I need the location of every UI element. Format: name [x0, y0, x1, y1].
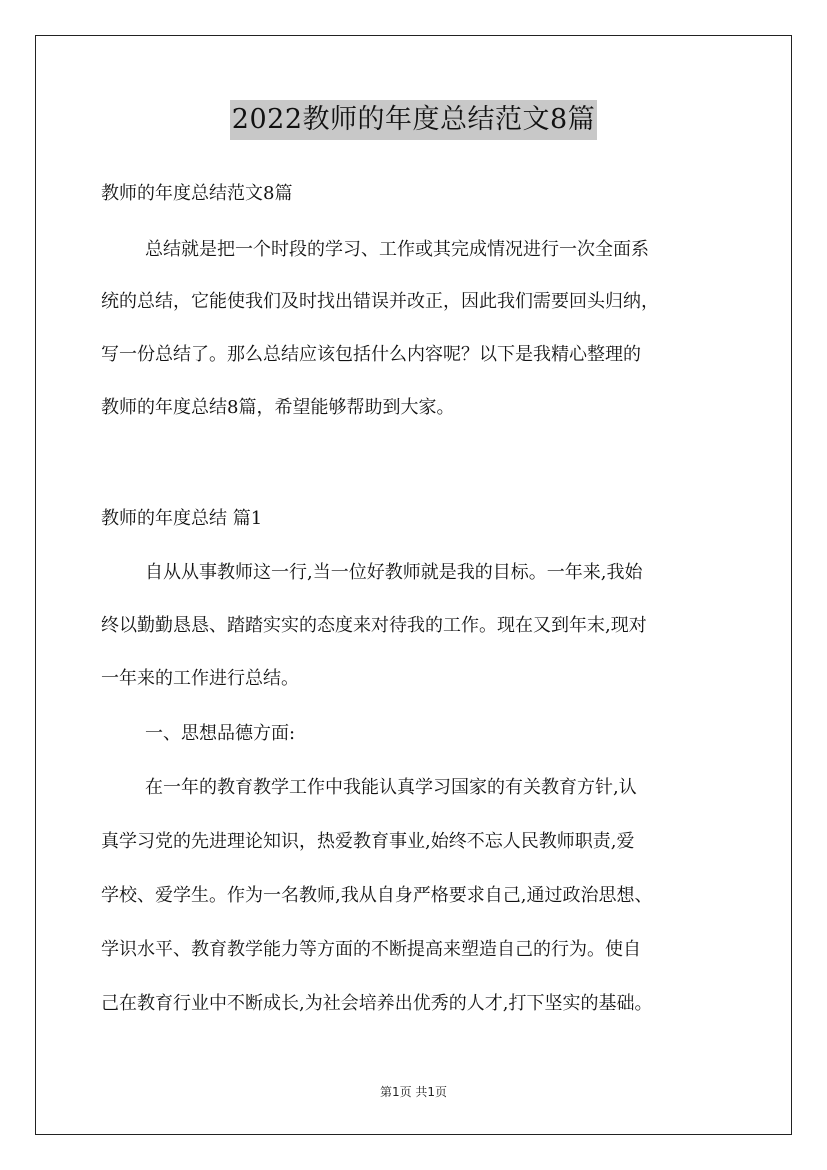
subheading: 一、思想品德方面:	[145, 723, 296, 744]
document-title: 2022教师的年度总结范文8篇	[230, 100, 597, 140]
document-subtitle: 教师的年度总结范文8篇	[101, 183, 293, 204]
para1-line-3: 一年来的工作进行总结。	[101, 668, 299, 689]
section-heading: 教师的年度总结 篇1	[101, 508, 263, 529]
para1-line-1: 自从从事教师这一行,当一位好教师就是我的目标。一年来,我始	[145, 562, 643, 583]
para2-line-2: 真学习党的先进理论知识，热爱教育事业,始终不忘人民教师职责,爱	[101, 831, 635, 852]
intro-line-4: 教师的年度总结8篇，希望能够帮助到大家。	[101, 397, 455, 418]
intro-line-3: 写一份总结了。那么总结应该包括什么内容呢？以下是我精心整理的	[101, 344, 641, 365]
para2-line-5: 己在教育行业中不断成长,为社会培养出优秀的人才,打下坚实的基础。	[101, 993, 653, 1014]
page-number-footer: 第1页 共1页	[379, 1085, 448, 1099]
title-container	[0, 100, 827, 140]
para2-line-3: 学校、爱学生。作为一名教师,我从自身严格要求自己,通过政治思想、	[101, 885, 653, 906]
para2-line-4: 学识水平、教育教学能力等方面的不断提高来塑造自己的行为。使自	[101, 939, 641, 960]
intro-line-1: 总结就是把一个时段的学习、工作或其完成情况进行一次全面系	[145, 239, 649, 260]
para1-line-2: 终以勤勤恳恳、踏踏实实的态度来对待我的工作。现在又到年末,现对	[101, 615, 647, 636]
para2-line-1: 在一年的教育教学工作中我能认真学习国家的有关教育方针,认	[145, 777, 637, 798]
intro-line-2: 统的总结，它能使我们及时找出错误并改正，因此我们需要回头归纳，	[101, 291, 659, 312]
